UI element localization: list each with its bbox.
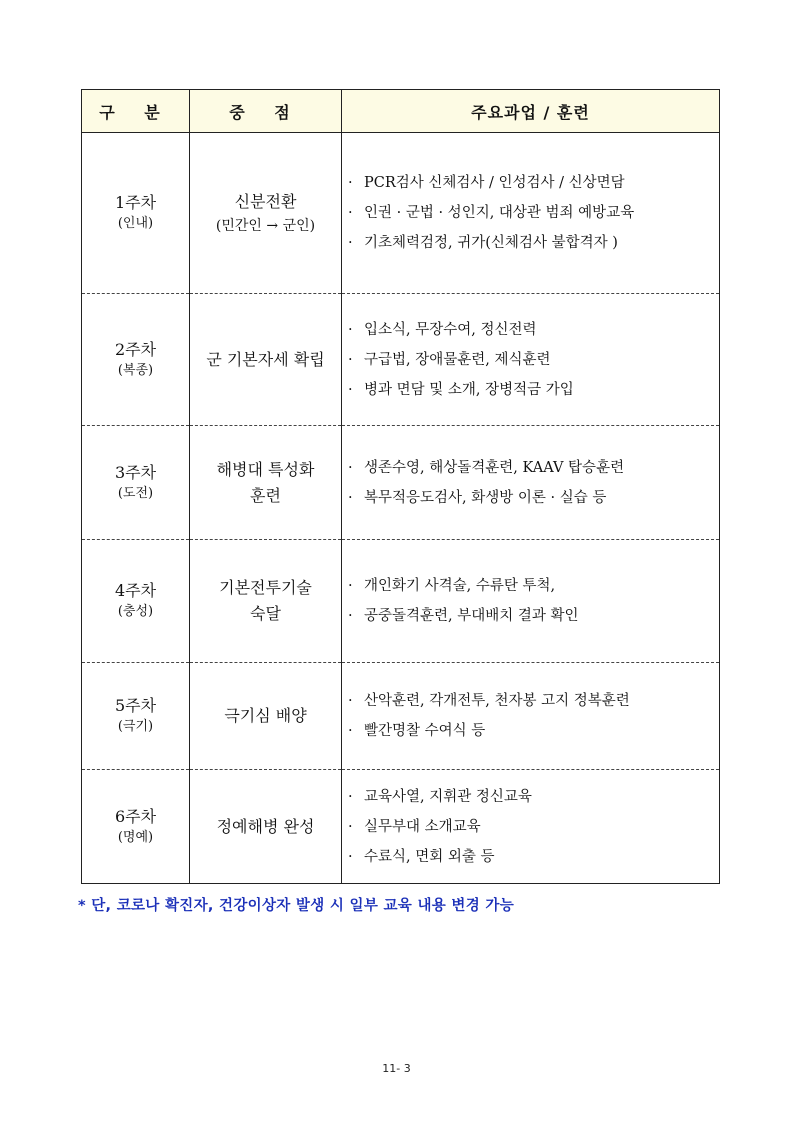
- task-list: [342, 453, 719, 513]
- tasks-cell: [342, 426, 720, 540]
- week-label: 4주차: [114, 581, 157, 600]
- table-body: [82, 133, 720, 884]
- bullet-icon: ·: [348, 723, 353, 739]
- list-item: [348, 601, 719, 631]
- task-list: [342, 571, 719, 631]
- focus-cell: [190, 133, 342, 294]
- task-text: 생존수영, 해상돌격훈련, KAAV 탑승훈련: [364, 459, 625, 476]
- focus-text: 극기심 배양: [224, 706, 307, 725]
- task-text: 개인화기 사격술, 수류탄 투척,: [364, 578, 556, 594]
- bullet-icon: ·: [348, 788, 353, 805]
- bullet-icon: ·: [348, 818, 353, 835]
- week-subtitle: (도전): [117, 485, 154, 501]
- footnote: * 단, 코로나 확진자, 건강이상자 발생 시 일부 교육 내용 변경 가능: [78, 898, 515, 914]
- list-item: [348, 345, 719, 375]
- task-text: 복무적응도검사, 화생방 이론 · 실습 등: [364, 489, 607, 506]
- week-cell: [82, 663, 190, 770]
- bullet-icon: ·: [348, 351, 353, 368]
- focus-text: 해병대 특성화: [216, 459, 315, 479]
- bullet-icon: ·: [348, 693, 353, 709]
- task-text: 구급법, 장애물훈련, 제식훈련: [364, 351, 551, 368]
- training-schedule-table: [81, 89, 720, 884]
- week-label: 2주차: [114, 339, 157, 359]
- week-cell: [82, 294, 190, 426]
- task-text: 병과 면담 및 소개, 장병적금 가입: [364, 381, 574, 398]
- focus-subtext: (민간인 → 군인): [215, 218, 316, 234]
- page-number: 11- 3: [382, 1062, 411, 1075]
- table-row: [82, 426, 720, 540]
- bullet-icon: ·: [348, 608, 353, 624]
- list-item: [348, 168, 719, 198]
- week-label: 5주차: [114, 696, 157, 715]
- tasks-cell: [342, 133, 720, 294]
- bullet-icon: ·: [348, 489, 353, 506]
- list-item: [348, 453, 719, 483]
- week-subtitle: (복종): [117, 362, 154, 378]
- bullet-icon: ·: [348, 459, 353, 476]
- task-list: [342, 782, 719, 872]
- bullet-icon: ·: [348, 321, 353, 338]
- table-row: [82, 663, 720, 770]
- table-row: [82, 133, 720, 294]
- list-item: [348, 483, 719, 513]
- list-item: [348, 686, 719, 716]
- task-text: 기초체력검정, 귀가(신체검사 불합격자 ): [364, 235, 618, 251]
- week-subtitle: (인내): [117, 216, 154, 231]
- tasks-cell: [342, 294, 720, 426]
- bullet-icon: ·: [348, 848, 353, 865]
- task-text: PCR검사 신체검사 / 인성검사 / 신상면담: [364, 175, 625, 191]
- bullet-icon: ·: [348, 578, 353, 594]
- list-item: [348, 375, 719, 405]
- task-text: 입소식, 무장수여, 정신전력: [364, 321, 537, 338]
- task-text: 인권 · 군법 · 성인지, 대상관 범죄 예방교육: [364, 205, 635, 221]
- list-item: [348, 228, 719, 258]
- week-cell: [82, 540, 190, 663]
- week-subtitle: (명예): [117, 829, 154, 845]
- task-text: 빨간명찰 수여식 등: [364, 723, 486, 739]
- bullet-icon: ·: [348, 205, 353, 221]
- focus-text: 신분전환: [234, 192, 297, 211]
- tasks-cell: [342, 770, 720, 884]
- tasks-cell: [342, 663, 720, 770]
- list-item: [348, 716, 719, 746]
- task-list: [342, 315, 719, 405]
- task-text: 수료식, 면회 외출 등: [364, 848, 495, 865]
- focus-cell: [190, 294, 342, 426]
- week-label: 3주차: [114, 462, 157, 482]
- focus-cell: [190, 540, 342, 663]
- task-text: 실무부대 소개교육: [364, 818, 481, 835]
- week-subtitle: (극기): [117, 719, 154, 734]
- table-row: [82, 294, 720, 426]
- bullet-icon: ·: [348, 381, 353, 398]
- table-row: [82, 770, 720, 884]
- header-focus: 중 점: [190, 90, 342, 133]
- tasks-cell: [342, 540, 720, 663]
- week-subtitle: (충성): [117, 604, 154, 619]
- header-week: 구 분: [82, 90, 190, 133]
- list-item: [348, 315, 719, 345]
- task-text: 교육사열, 지휘관 정신교육: [364, 788, 532, 805]
- bullet-icon: ·: [348, 175, 353, 191]
- list-item: [348, 198, 719, 228]
- list-item: [348, 571, 719, 601]
- focus-cell: [190, 770, 342, 884]
- focus-text: 훈련: [250, 485, 281, 505]
- week-cell: [82, 426, 190, 540]
- focus-cell: [190, 426, 342, 540]
- task-list: [342, 168, 719, 258]
- list-item: [348, 812, 719, 842]
- focus-text: 기본전투기술: [219, 578, 312, 597]
- bullet-icon: ·: [348, 235, 353, 251]
- task-list: [342, 686, 719, 746]
- focus-text: 군 기본자세 확립: [206, 349, 325, 369]
- list-item: [348, 842, 719, 872]
- header-tasks: 주요과업 / 훈련: [342, 90, 720, 133]
- task-text: 산악훈련, 각개전투, 천자봉 고지 정복훈련: [364, 693, 630, 709]
- task-text: 공중돌격훈련, 부대배치 결과 확인: [364, 608, 579, 624]
- table-row: [82, 540, 720, 663]
- focus-text: 숙달: [250, 604, 281, 623]
- week-cell: [82, 770, 190, 884]
- focus-cell: [190, 663, 342, 770]
- list-item: [348, 782, 719, 812]
- week-label: 6주차: [114, 806, 157, 826]
- week-cell: [82, 133, 190, 294]
- table-header-row: [82, 90, 720, 133]
- week-label: 1주차: [114, 193, 157, 212]
- focus-text: 정예해병 완성: [216, 816, 315, 836]
